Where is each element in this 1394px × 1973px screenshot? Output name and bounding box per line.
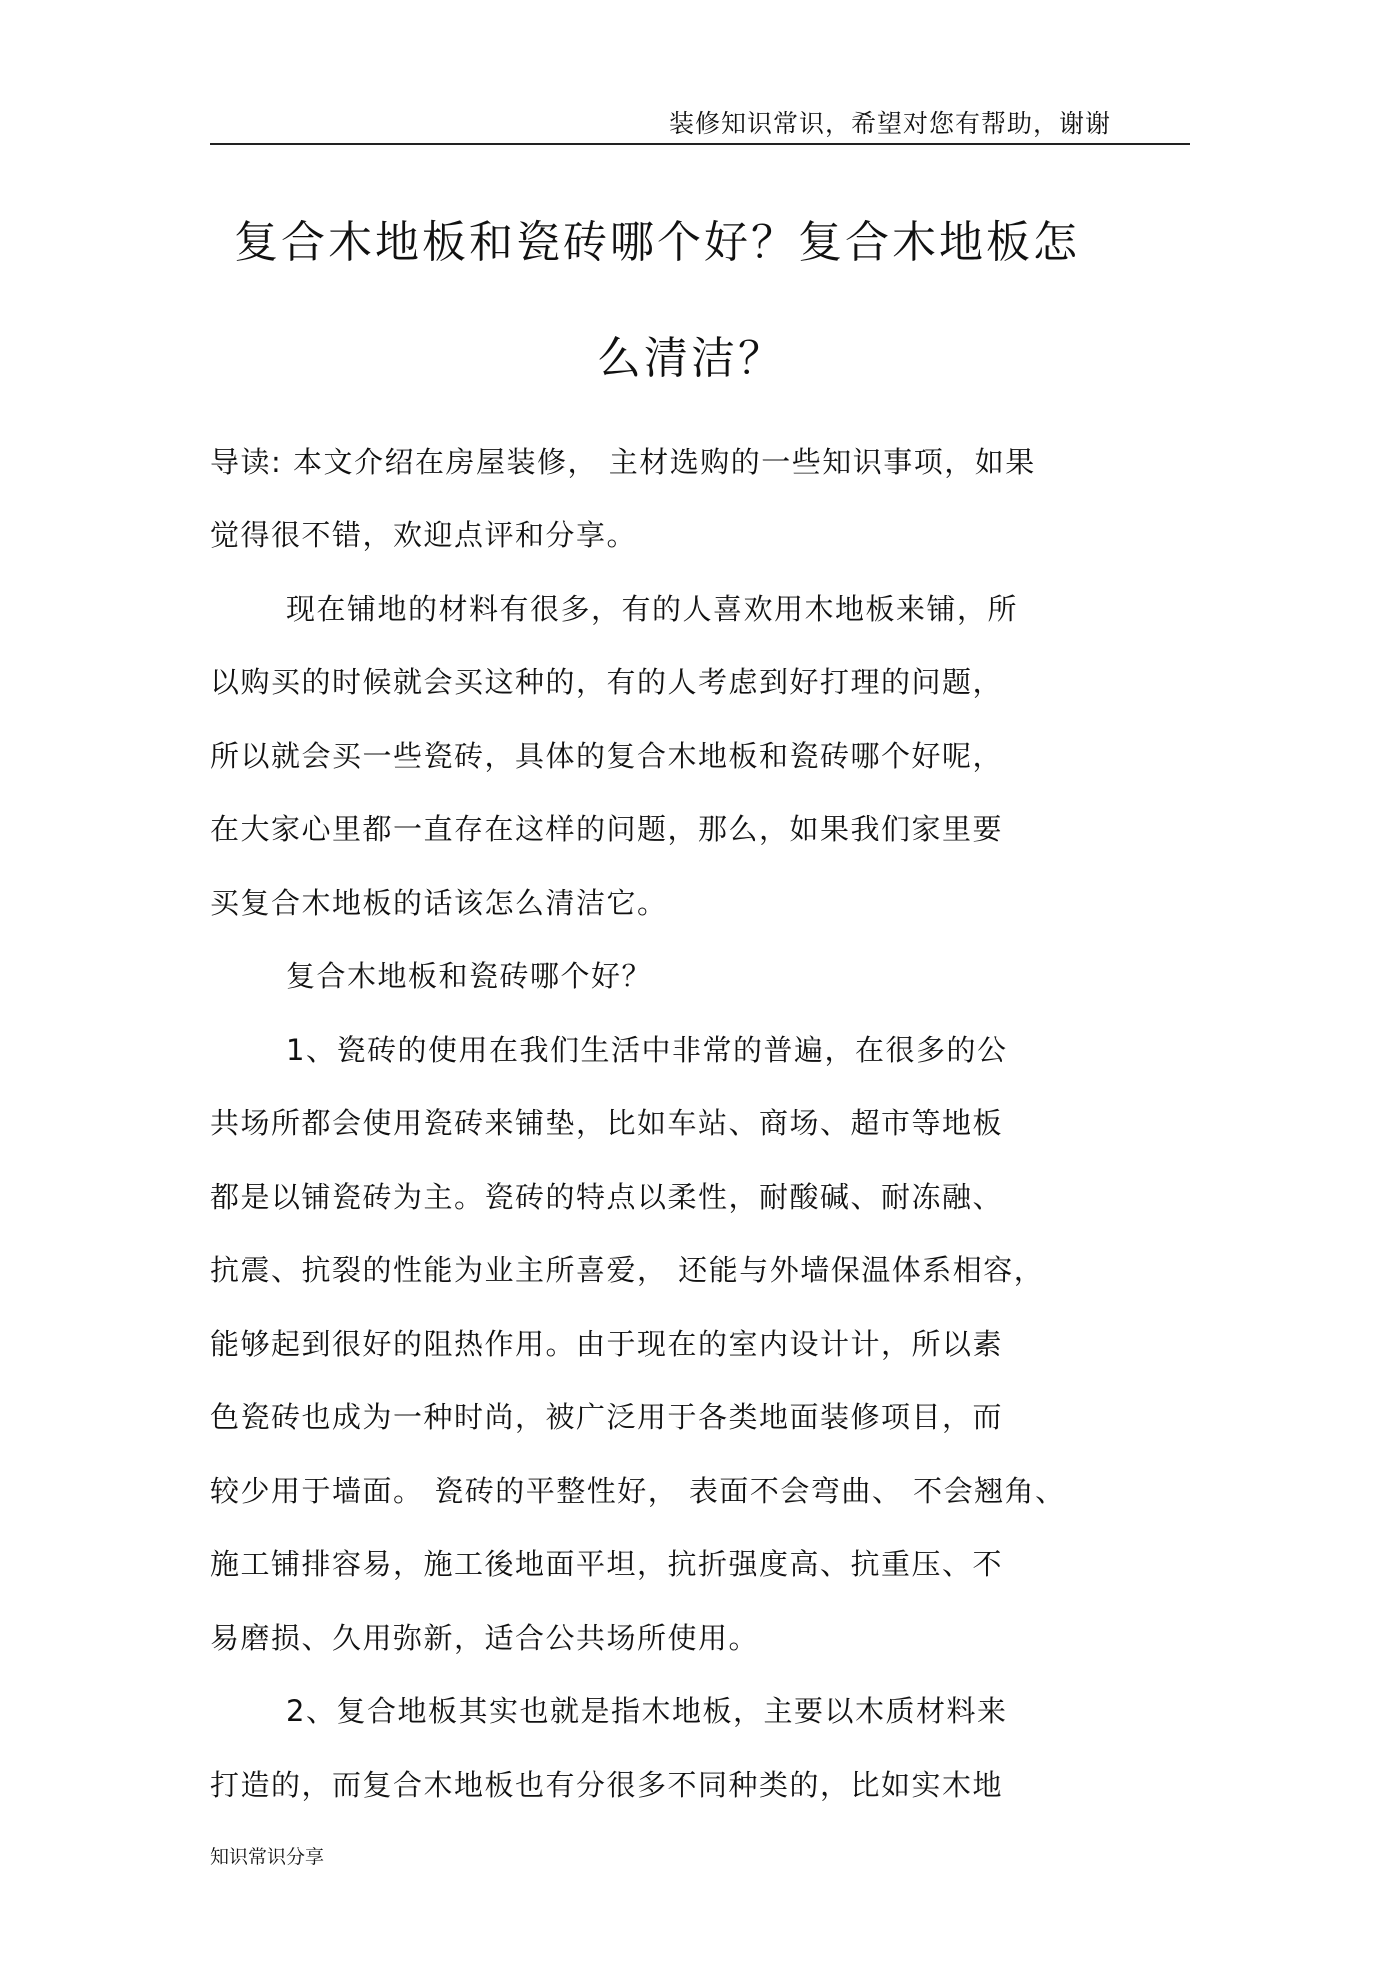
body-line: 所以就会买一些瓷砖，具体的复合木地板和瓷砖哪个好呢，	[210, 739, 1004, 773]
document-title-line-2: 么清洁？	[597, 333, 785, 384]
body-line: 以购买的时候就会买这种的，有的人考虑到好打理的问题，	[210, 665, 1004, 699]
body-line: 觉得很不错，欢迎点评和分享。	[210, 518, 638, 552]
body-line: 打造的，而复合木地板也有分很多不同种类的，比如实木地	[210, 1768, 1004, 1802]
body-line: 都是以铺瓷砖为主。瓷砖的特点以柔性，耐酸碱、耐冻融、	[210, 1180, 1004, 1214]
header-divider	[210, 143, 1190, 145]
page-footer-text: 知识常识分享	[210, 1846, 325, 1868]
body-line: 现在铺地的材料有很多，有的人喜欢用木地板来铺，所	[286, 592, 1019, 626]
body-line: 色瓷砖也成为一种时尚，被广泛用于各类地面装修项目，而	[210, 1400, 1004, 1434]
body-line: 易磨损、久用弥新，适合公共场所使用。	[210, 1621, 760, 1655]
body-line: 1、瓷砖的使用在我们生活中非常的普遍，在很多的公	[286, 1033, 1008, 1067]
document-title-line-1: 复合木地板和瓷砖哪个好？复合木地板怎	[234, 217, 1080, 268]
body-line: 能够起到很好的阻热作用。由于现在的室内设计计，所以素	[210, 1327, 1004, 1361]
body-line: 买复合木地板的话该怎么清洁它。	[210, 886, 668, 920]
body-line: 2、复合地板其实也就是指木地板，主要以木质材料来	[286, 1694, 1008, 1728]
body-line: 导读: 本文介绍在房屋装修， 主材选购的一些知识事项，如果	[210, 445, 1036, 479]
section-heading: 复合木地板和瓷砖哪个好？	[286, 959, 653, 993]
body-line: 抗震、抗裂的性能为业主所喜爱， 还能与外墙保温体系相容，	[210, 1253, 1045, 1287]
body-line: 施工铺排容易，施工後地面平坦，抗折强度高、抗重压、不	[210, 1547, 1004, 1581]
page-header-text: 装修知识常识，希望对您有帮助，谢谢	[668, 109, 1111, 138]
body-line: 共场所都会使用瓷砖来铺垫，比如车站、商场、超市等地板	[210, 1106, 1004, 1140]
body-line: 较少用于墙面。 瓷砖的平整性好， 表面不会弯曲、 不会翘角、	[210, 1474, 1066, 1508]
body-line: 在大家心里都一直存在这样的问题，那么，如果我们家里要	[210, 812, 1004, 846]
